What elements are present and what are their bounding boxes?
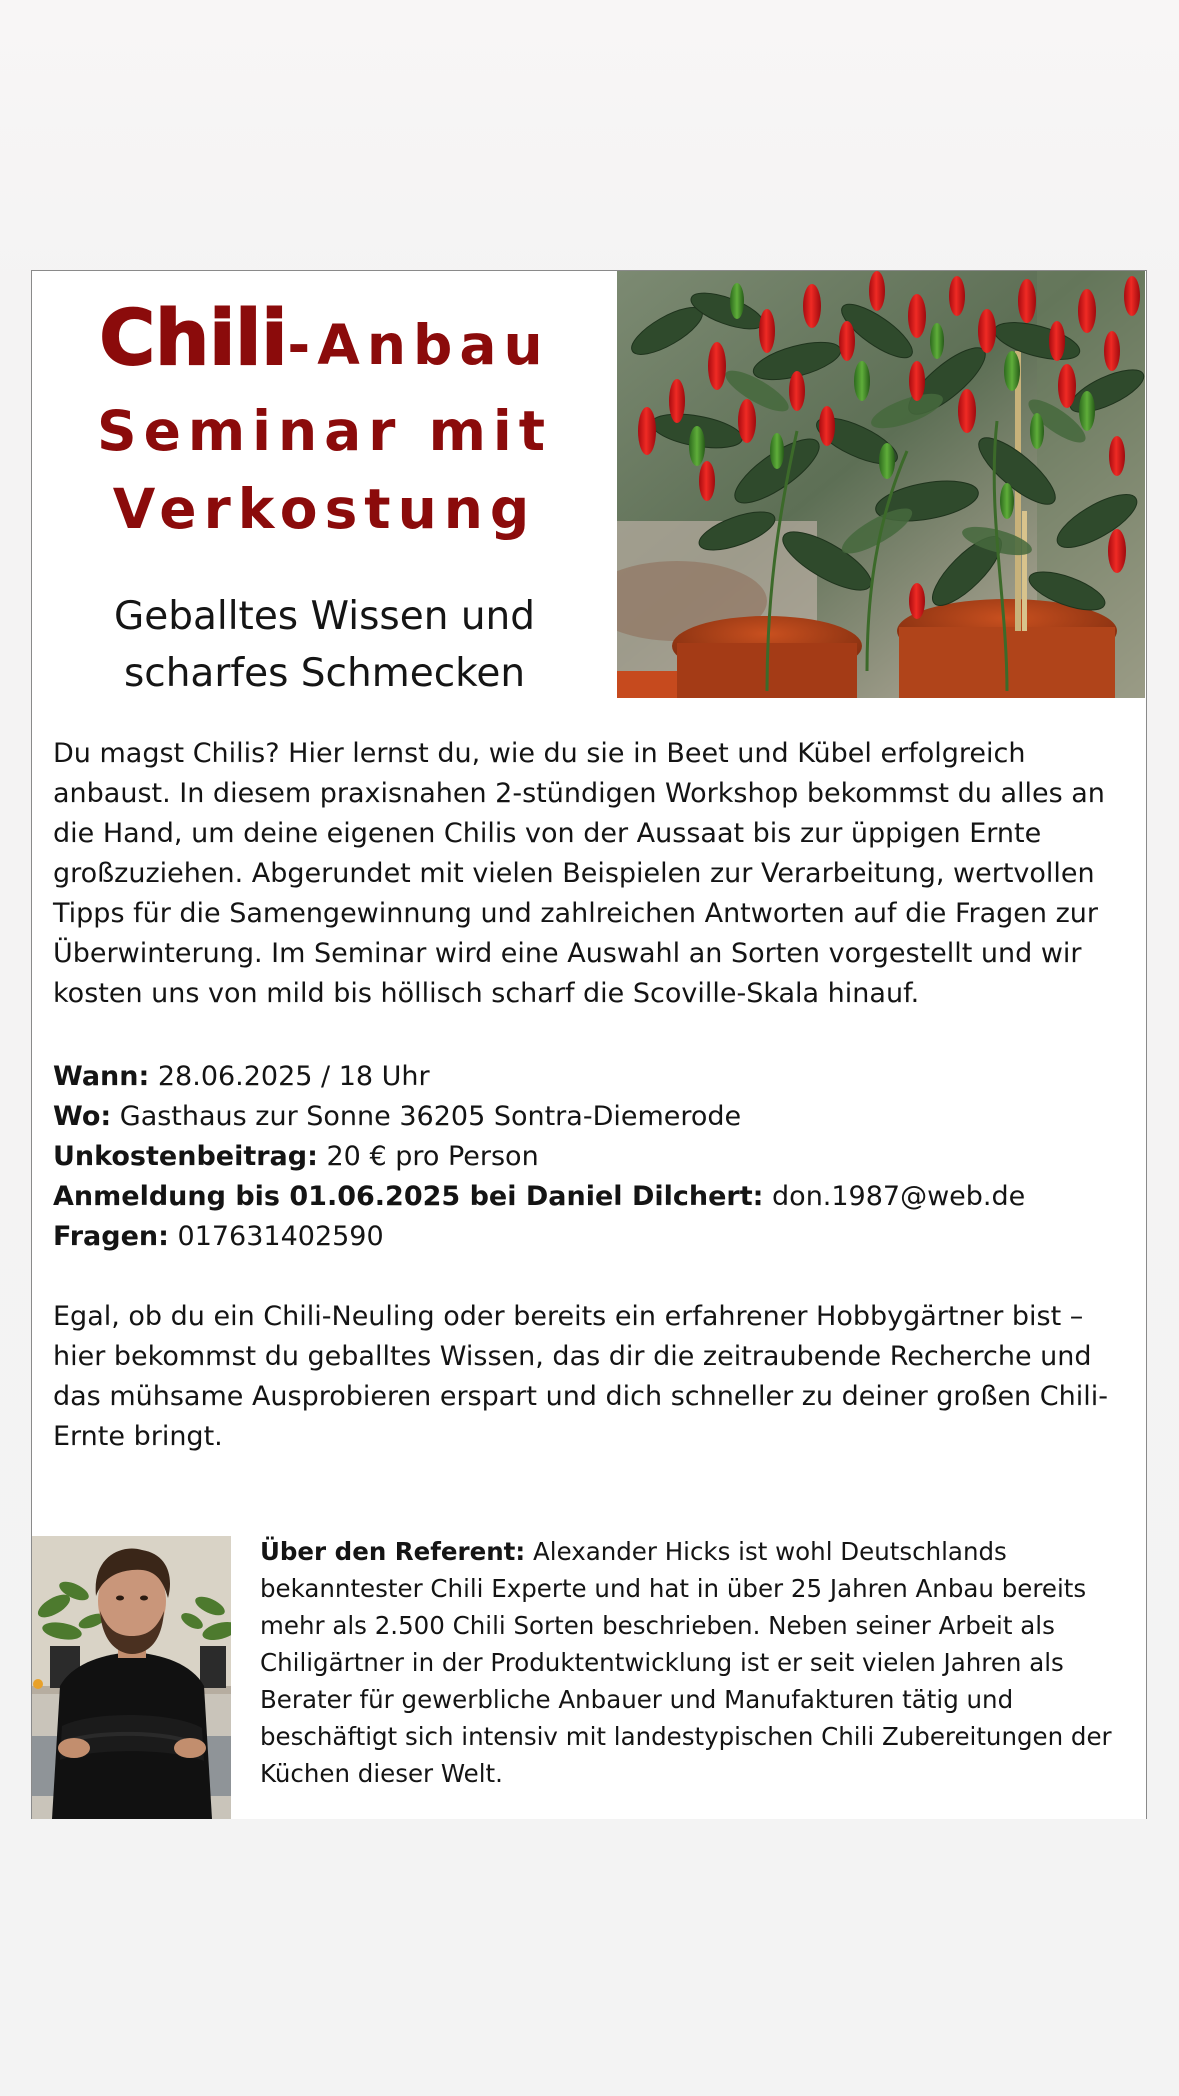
cost-label: Unkostenbeitrag: [53, 1141, 318, 1172]
event-details [53, 1057, 1128, 1257]
chili-plant-photo [617, 271, 1145, 698]
signup-label: Anmeldung bis 01.06.2025 bei Daniel Dilchert: [53, 1181, 764, 1212]
referent-text: Alexander Hicks ist wohl Deutschlands bekanntester Chili Experte und hat in über 25 Jahren Anbau bereits mehr als 2.500 Chili Sorten beschrieben. Neben seiner Arbeit als Chiligärtner in der Produktentwicklung ist er seit vielen Jahren als Berater für gewerbliche Anbauer und Manufakturen tätig und beschäftigt sich intensiv mit landestypischen Chili Zubereitungen der Küchen dieser Welt. [260, 1537, 1112, 1788]
title-word-anbau: -Anbau [287, 313, 550, 377]
detail-questions [53, 1217, 1128, 1257]
referent-portrait [32, 1536, 231, 1819]
title-line-2: Seminar mit [96, 399, 553, 463]
flyer-page [31, 270, 1147, 1819]
detail-signup [53, 1177, 1128, 1217]
title-word-chili: Chili [99, 293, 288, 382]
flyer-body [53, 734, 1128, 1457]
title-line-3: Verkostung [112, 477, 537, 541]
questions-label: Fragen: [53, 1221, 169, 1252]
referent-bio [260, 1533, 1135, 1792]
questions-phone: 017631402590 [177, 1221, 384, 1252]
closing-paragraph: Egal, ob du ein Chili-Neuling oder bereits ein erfahrener Hobbygärtner bist – hier bekommst du geballtes Wissen, das dir die zeitraubende Recherche und das mühsame Ausprobieren erspart und dich schneller zu deiner großen Chili-Ernte bringt. [53, 1301, 1108, 1452]
signup-email: don.1987@web.de [772, 1181, 1026, 1212]
when-value: 28.06.2025 / 18 Uhr [157, 1061, 430, 1092]
referent-label: Über den Referent: [260, 1537, 526, 1566]
where-value: Gasthaus zur Sonne 36205 Sontra-Diemerode [119, 1101, 742, 1132]
flyer-title [32, 271, 617, 548]
cost-value: 20 € pro Person [326, 1141, 539, 1172]
subtitle-line-1: Geballtes Wissen und [113, 594, 536, 639]
detail-cost [53, 1137, 1128, 1177]
intro-paragraph: Du magst Chilis? Hier lernst du, wie du sie in Beet und Kübel erfolgreich anbaust. In diesem praxisnahen 2-stündigen Workshop bekommst du alles an die Hand, um deine eigenen Chilis von der Aussaat bis zur üppigen Ernte großzuziehen. Abgerundet mit vielen Beispielen zur Verarbeitung, wertvollen Tipps für die Samengewinnung und zahlreichen Antworten auf die Fragen zur Überwinterung. Im Seminar wird eine Auswahl an Sorten vorgestellt und wir kosten uns von mild bis höllisch scharf die Scoville-Skala hinauf. [53, 738, 1105, 1009]
subtitle-line-2: scharfes Schmecken [123, 651, 526, 696]
when-label: Wann: [53, 1061, 150, 1092]
flyer-subtitle [32, 588, 617, 702]
detail-when [53, 1057, 1128, 1097]
where-label: Wo: [53, 1101, 112, 1132]
flyer-header [32, 271, 617, 699]
detail-where [53, 1097, 1128, 1137]
